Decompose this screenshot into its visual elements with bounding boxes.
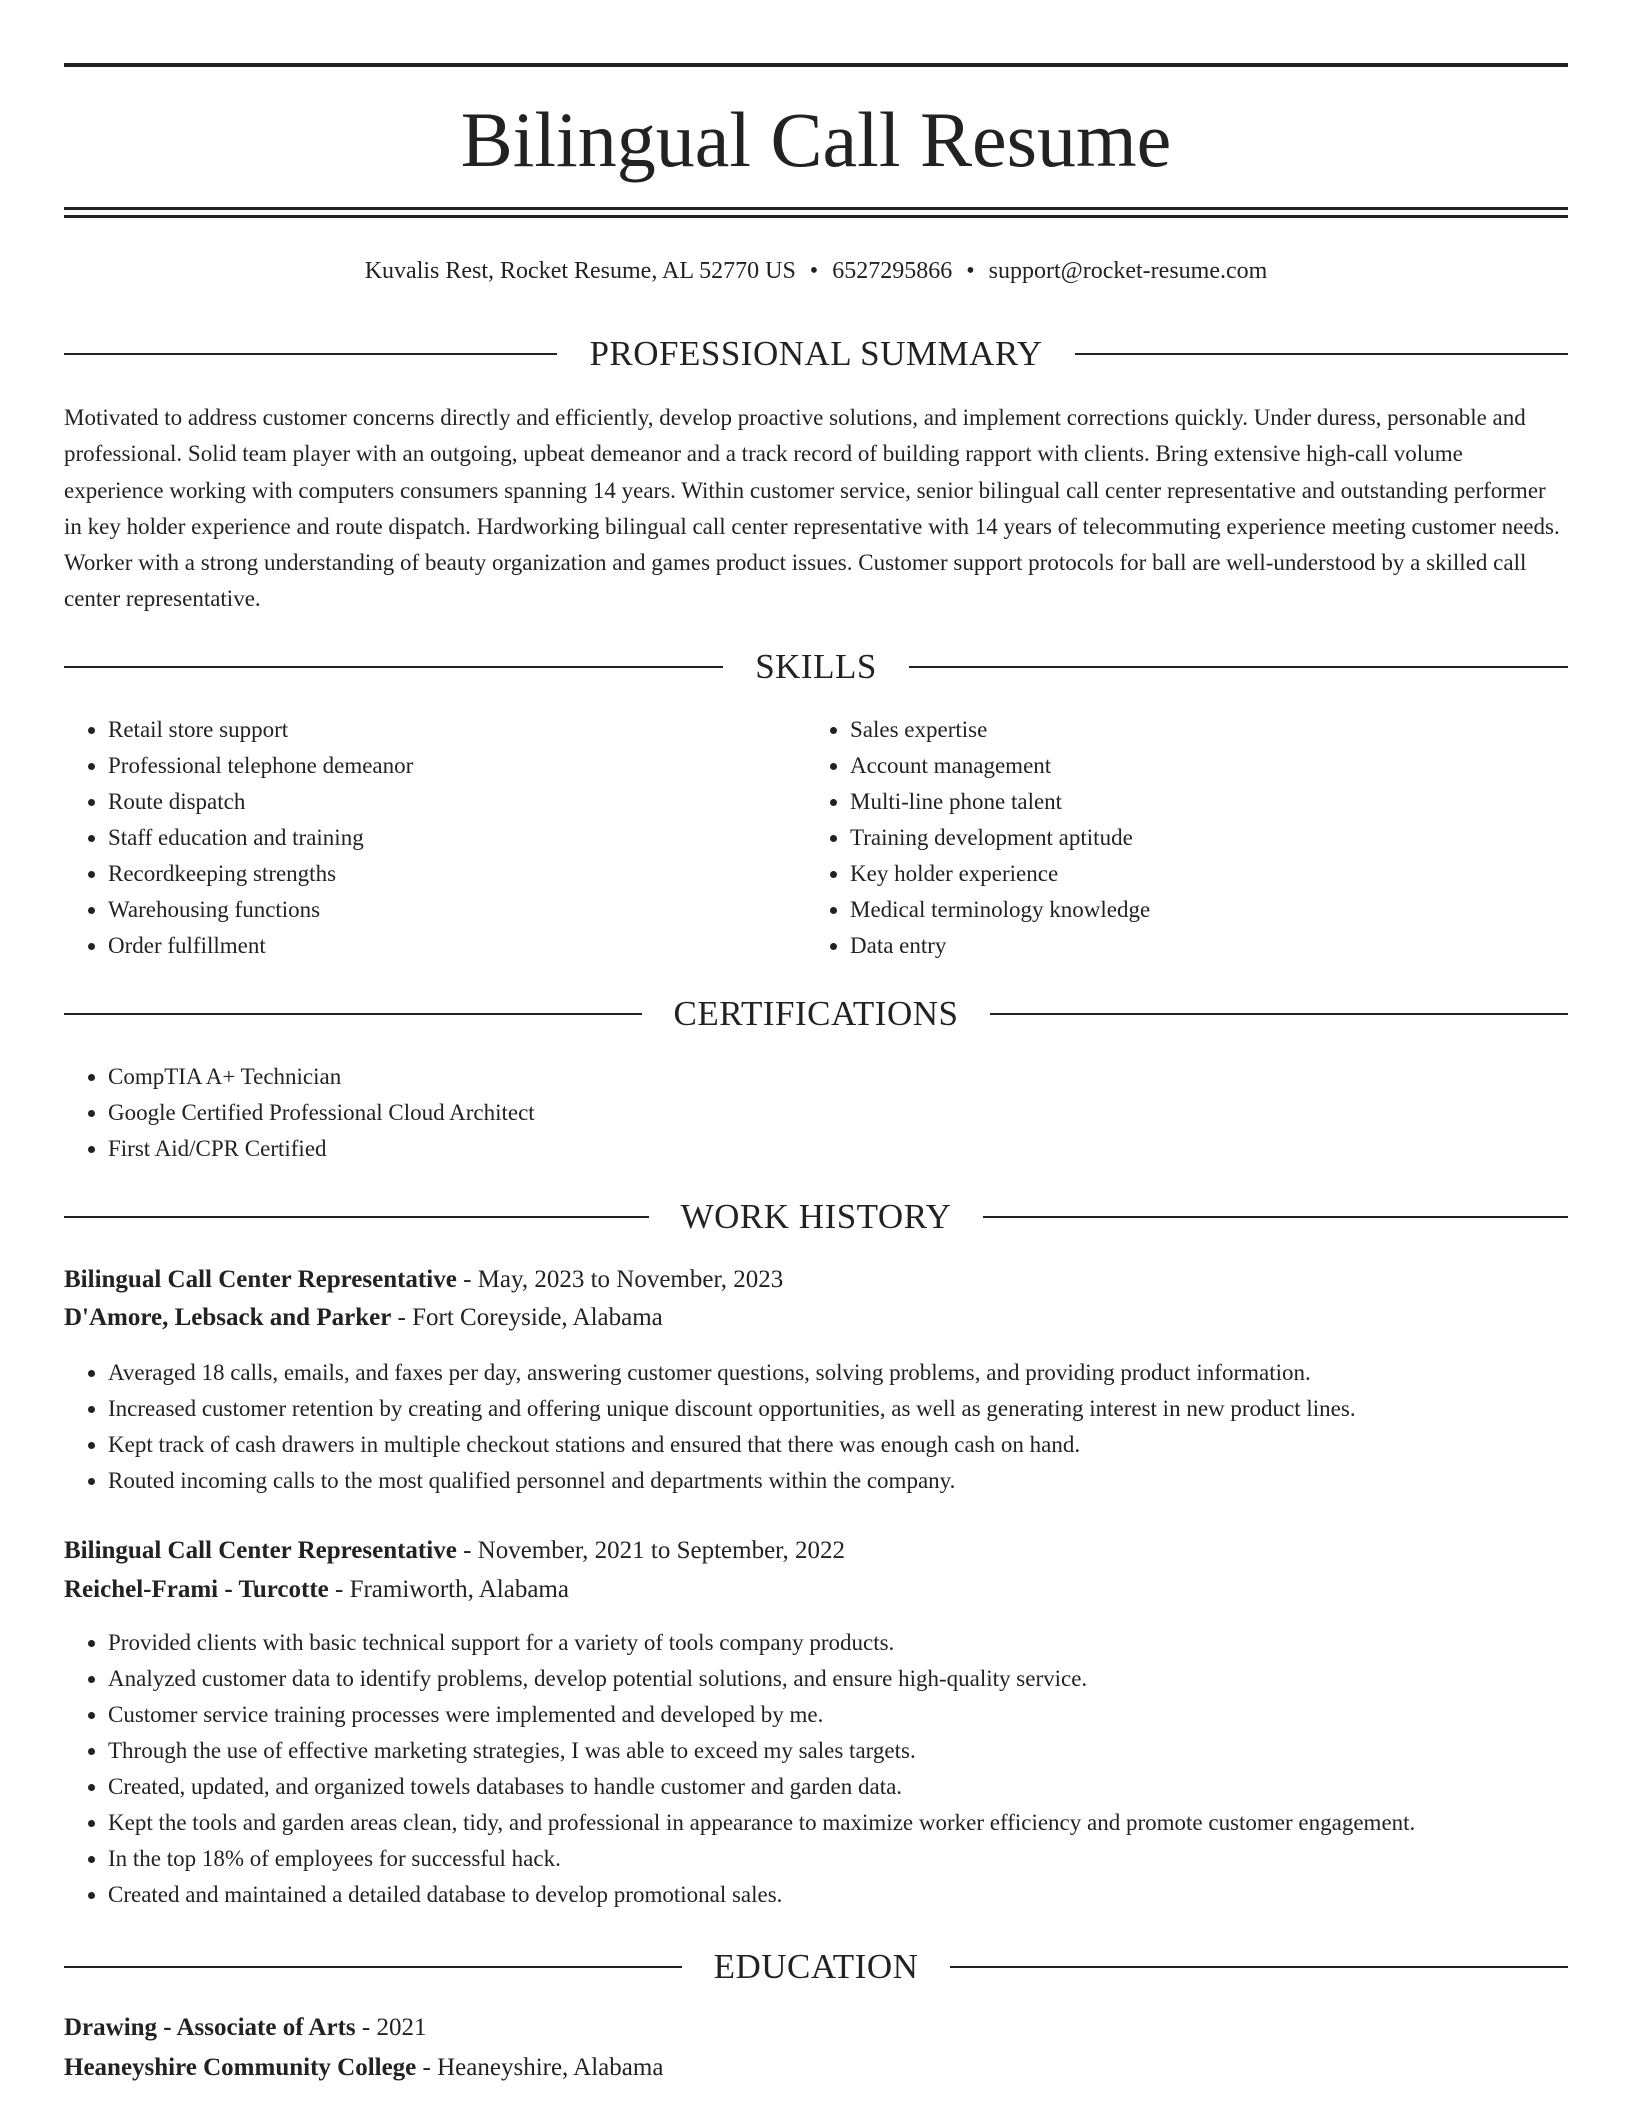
job-title-line [64, 1533, 1568, 1569]
skill-item: • Order fulfillment [108, 928, 804, 964]
job-bullet: • Increased customer retention by creating and offering unique discount opportunities, as well as generating interest in new product lines. [108, 1391, 1568, 1427]
job-responsibilities [64, 1355, 1568, 1499]
job-bullet: • Averaged 18 calls, emails, and faxes per day, answering customer questions, solving problems, and providing product information. [108, 1355, 1568, 1391]
job-dates: - November, 2021 to September, 2022 [456, 1537, 846, 1564]
job-bullet: • Created, updated, and organized towels databases to handle customer and garden data. [108, 1769, 1568, 1805]
skills-heading-label: SKILLS [755, 647, 877, 686]
education-heading [64, 1943, 1568, 1991]
job-dates: - May, 2023 to November, 2023 [456, 1266, 784, 1293]
contact-address: Kuvalis Rest, Rocket Resume, AL 52770 US [364, 258, 796, 284]
summary-heading-label: PROFESSIONAL SUMMARY [589, 334, 1043, 373]
skill-item: • Multi-line phone talent [850, 784, 1566, 820]
work-history-heading [64, 1193, 1568, 1241]
heading-rule-left [64, 1013, 642, 1015]
job-bullet: • Customer service training processes were implemented and developed by me. [108, 1697, 1568, 1733]
certifications-heading [64, 990, 1568, 1038]
job-location: - Framiworth, Alabama [328, 1576, 569, 1603]
title-rule-lower [64, 215, 1568, 218]
work-history-heading-label: WORK HISTORY [680, 1197, 952, 1236]
education-school-line [64, 2050, 1568, 2086]
job-bullet-list [64, 1625, 1568, 1913]
education-degree-line [64, 2010, 1568, 2046]
heading-rule-right [1075, 353, 1568, 355]
contact-email: support@rocket-resume.com [988, 258, 1268, 284]
job-location: - Fort Coreyside, Alabama [391, 1304, 663, 1331]
skill-item: • Medical terminology knowledge [850, 892, 1566, 928]
heading-rule-right [983, 1216, 1568, 1218]
job-bullet: • Provided clients with basic technical support for a variety of tools company products. [108, 1625, 1568, 1661]
job-responsibilities [64, 1625, 1568, 1913]
job-company-line [64, 1572, 1568, 1608]
job-bullet: • Through the use of effective marketing strategies, I was able to exceed my sales targets. [108, 1733, 1568, 1769]
certifications-list [64, 1059, 1568, 1167]
skill-item: • Data entry [850, 928, 1566, 964]
job-bullet: • Kept the tools and garden areas clean, tidy, and professional in appearance to maximize worker efficiency and promote customer engagement. [108, 1805, 1568, 1841]
job-bullet: • Routed incoming calls to the most qualified personnel and departments within the company. [108, 1463, 1568, 1499]
skill-item: • Warehousing functions [108, 892, 804, 928]
skill-item: • Route dispatch [108, 784, 804, 820]
skills-list-left [64, 712, 804, 964]
job-company: D'Amore, Lebsack and Parker [64, 1304, 392, 1331]
skill-item: • Staff education and training [108, 820, 804, 856]
heading-rule-left [64, 1966, 682, 1968]
heading-rule-right [909, 666, 1568, 668]
skills-column-right [806, 712, 1566, 964]
heading-rule-left [64, 1216, 649, 1218]
skills-column-left [64, 712, 804, 964]
job-company: Reichel-Frami - Turcotte [64, 1576, 329, 1603]
certifications-heading-label: CERTIFICATIONS [673, 994, 959, 1033]
skill-item: • Sales expertise [850, 712, 1566, 748]
resume-title: Bilingual Call Resume [460, 96, 1172, 183]
contact-separator: • [809, 258, 819, 284]
certification-item: • First Aid/CPR Certified [108, 1131, 1568, 1167]
education-degree: Drawing - Associate of Arts [64, 2014, 356, 2041]
heading-rule-left [64, 353, 557, 355]
job-title: Bilingual Call Center Representative [64, 1266, 457, 1293]
skill-item: • Account management [850, 748, 1566, 784]
job-bullet: • Created and maintained a detailed database to develop promotional sales. [108, 1877, 1568, 1913]
job-company-line [64, 1300, 1568, 1336]
education-school: Heaneyshire Community College [64, 2054, 417, 2081]
skills-list-right [806, 712, 1566, 964]
job-title-line [64, 1262, 1568, 1298]
skill-item: • Retail store support [108, 712, 804, 748]
job-bullet-list [64, 1355, 1568, 1499]
summary-heading [64, 330, 1568, 378]
education-heading-label: EDUCATION [713, 1947, 919, 1986]
skill-item: • Key holder experience [850, 856, 1566, 892]
job-bullet: • Analyzed customer data to identify problems, develop potential solutions, and ensure high-quality service. [108, 1661, 1568, 1697]
heading-rule-left [64, 666, 723, 668]
contact-line [64, 254, 1568, 288]
skills-heading [64, 643, 1568, 691]
education-location: - Heaneyshire, Alabama [416, 2054, 664, 2081]
summary-text: Motivated to address customer concerns directly and efficiently, develop proactive solutions, and implement corrections quickly. Under duress, personable and professional. Solid team player with an outgoing, upbeat demeanor and a track record of building rapport with clients. Bring extensive high-call volume experience working with computers consumers spanning 14 years. Within customer service, senior bilingual call center representative and outstanding performer in key holder experience and route dispatch. Hardworking bilingual call center representative with 14 years of telecommuting experience meeting customer needs. Worker with a strong understanding of beauty organization and games product issues. Customer support protocols for ball are well-understood by a skilled call center representative. [64, 405, 1560, 612]
job-bullet: • In the top 18% of employees for successful hack. [108, 1841, 1568, 1877]
contact-phone: 6527295866 [832, 258, 953, 284]
education-year: - 2021 [355, 2014, 427, 2041]
skill-item: • Training development aptitude [850, 820, 1566, 856]
contact-separator: • [966, 258, 975, 284]
skill-item: • Professional telephone demeanor [108, 748, 804, 784]
heading-rule-right [950, 1966, 1568, 1968]
skill-item: • Recordkeeping strengths [108, 856, 804, 892]
certifications-block [64, 1059, 1568, 1167]
certification-item: • Google Certified Professional Cloud Architect [108, 1095, 1568, 1131]
top-rule [64, 63, 1568, 67]
certification-item: • CompTIA A+ Technician [108, 1059, 1568, 1095]
title-rule-upper [64, 207, 1568, 210]
heading-rule-right [990, 1013, 1568, 1015]
job-bullet: • Kept track of cash drawers in multiple checkout stations and ensured that there was enough cash on hand. [108, 1427, 1568, 1463]
job-title: Bilingual Call Center Representative [64, 1537, 457, 1564]
